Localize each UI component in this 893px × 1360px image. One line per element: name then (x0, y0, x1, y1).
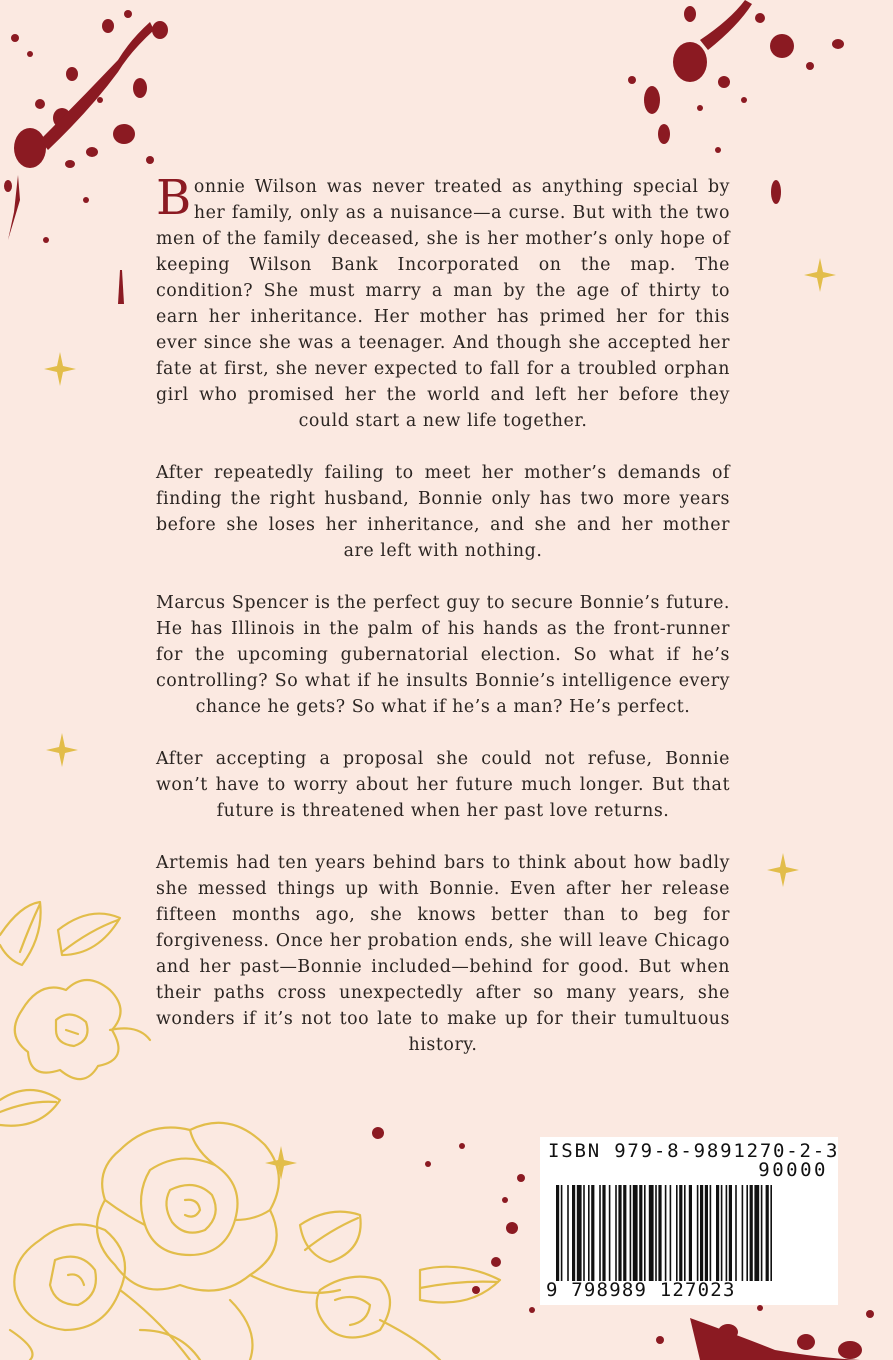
sparkle-icon (265, 1146, 297, 1180)
blurb-paragraph-2: After repeatedly failing to meet her mother’s demands of finding the right husband, Bonnie only has two more years before she loses her inheritance, and she and her mother are left with nothing. (156, 463, 730, 561)
back-cover-blurb (156, 170, 730, 1084)
barcode-bar (623, 1185, 626, 1281)
isbn-label: ISBN 979-8-9891270-2-3 (548, 1140, 840, 1162)
barcode-bar (615, 1185, 617, 1281)
barcode-bar (567, 1185, 569, 1281)
blood-splatter-top-left (4, 10, 168, 304)
barcode-bar (599, 1185, 601, 1281)
barcode-bar (670, 1185, 672, 1281)
barcode-bar (630, 1185, 632, 1281)
isbn-barcode (540, 1137, 838, 1305)
barcode-bar (679, 1185, 682, 1281)
barcode-bar (766, 1185, 769, 1281)
barcode-bar (602, 1185, 605, 1281)
price-code: 90000 (758, 1159, 828, 1181)
barcode-bar (754, 1185, 759, 1281)
barcode-bar (746, 1185, 748, 1281)
sparkle-icon (767, 853, 799, 887)
blurb-paragraph-5: Artemis had ten years behind bars to think about how badly she messed things up with Bonnie. Even after her release fifteen months ago, she knows better than to beg for forgiveness. Once her probation ends, she will leave Chicago and her past—Bonnie included—behind for good. But when their paths cross unexpectedly after so many years, she wonders if it’s not too late to make up for their tumultuous history. (156, 853, 730, 1055)
barcode-bars (556, 1185, 828, 1281)
barcode-bar (750, 1185, 753, 1281)
sparkle-icon (46, 733, 78, 767)
blurb-paragraph-1 (156, 170, 730, 434)
barcode-bar (588, 1185, 590, 1281)
barcode-bar (583, 1185, 585, 1281)
barcode-bar (742, 1185, 744, 1281)
barcode-bar (561, 1185, 563, 1281)
barcode-bar (655, 1185, 657, 1281)
barcode-digits: 9 798989 127023 (546, 1279, 736, 1301)
barcode-bar (684, 1185, 686, 1281)
barcode-bar (591, 1185, 594, 1281)
barcode-bar (572, 1185, 575, 1281)
barcode-bar (689, 1185, 692, 1281)
barcode-bar (577, 1185, 582, 1281)
blurb-paragraph-4: After accepting a proposal she could not refuse, Bonnie won’t have to worry about her future much longer. But that future is threatened when her past love returns. (156, 749, 730, 821)
barcode-bar (710, 1185, 712, 1281)
barcode-bar (639, 1185, 642, 1281)
sparkle-icon (44, 352, 76, 386)
sparkle-icon (804, 258, 836, 292)
barcode-bar (609, 1185, 611, 1281)
barcode-bar (618, 1185, 621, 1281)
barcode-bar (644, 1185, 646, 1281)
barcode-bar (556, 1185, 559, 1281)
barcode-bar (649, 1185, 654, 1281)
barcode-bar (770, 1185, 772, 1281)
barcode-bar (658, 1185, 661, 1281)
barcode-bar (700, 1185, 703, 1281)
barcode-bar (705, 1185, 708, 1281)
blurb-paragraph-3: Marcus Spencer is the perfect guy to secure Bonnie’s future. He has Illinois in the palm of his hands as the front-runner for the upcoming gubernatorial election. So what if he’s controlling? So what if he insults Bonnie’s intelligence every chance he gets? So what if he’s a man? He’s perfect. (156, 593, 730, 717)
barcode-bar (716, 1185, 719, 1281)
barcode-bar (721, 1185, 723, 1281)
barcode-bar (697, 1185, 699, 1281)
barcode-bar (761, 1185, 763, 1281)
drop-cap: B (156, 170, 192, 226)
barcode-bar (729, 1185, 732, 1281)
barcode-bar (735, 1185, 737, 1281)
barcode-bar (633, 1185, 638, 1281)
barcode-bar (726, 1185, 728, 1281)
barcode-bar (665, 1185, 667, 1281)
blurb-paragraph-1-text: onnie Wilson was never treated as anything special by her family, only as a nuisance—a curse. But with the two men of the family deceased, she is her mother’s only hope of keeping Wilson Bank Incorporated on the map. The condition? She must marry a man by the age of thirty to earn her inheritance. Her mother has primed her for this ever since she was a teenager. And though she accepted her fate at first, she never expected to fall for a troubled orphan girl who promised her the world and left her before they could start a new life together. (156, 177, 730, 431)
barcode-bar (676, 1185, 678, 1281)
